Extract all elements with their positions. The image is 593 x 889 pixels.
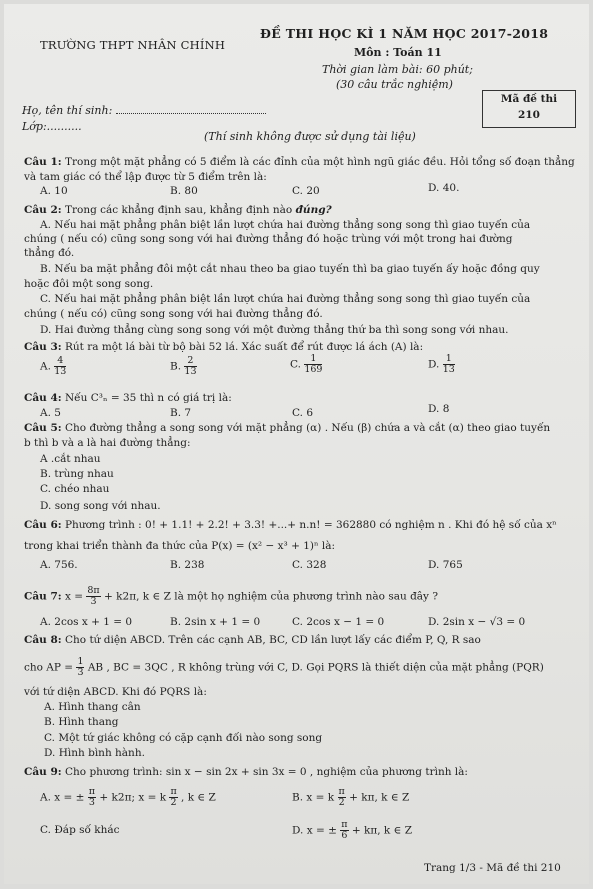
q1-option-c: C. 20	[292, 185, 320, 197]
q8-option-b: B. Hình thang	[44, 716, 119, 728]
q2-a-2: chúng ( nếu có) cũng song song với hai đường thẳng đó hoặc trùng với một trong hai đường	[24, 233, 513, 245]
q9-option-a	[40, 787, 216, 808]
q3-c-letter: C.	[290, 358, 301, 371]
q3-d-num: 1	[443, 354, 455, 365]
q5-text-1: Cho đường thẳng a song song với mặt phẳng (α) . Nếu (β) chứa a và cắt (α) theo giao tuyến	[64, 422, 551, 434]
exam-code-box	[482, 90, 576, 128]
q1-text-1: Trong một mặt phẳng có 5 điểm là các đỉnh của một hình ngũ giác đều. Hỏi tổng số đoạn thẳng	[64, 156, 575, 168]
q3-d-fraction	[443, 354, 455, 375]
q4-line	[24, 392, 232, 404]
q3-c-num: 1	[304, 354, 322, 365]
q3-a-letter: A.	[40, 360, 51, 373]
q9-a-den2: 2	[170, 797, 177, 808]
q9-d-post: + kπ, k ∈ Z	[351, 824, 413, 837]
q7-option-a: A. 2cos x + 1 = 0	[40, 616, 133, 628]
q9-d-pre: D. x = ±	[292, 824, 337, 837]
q5-option-d: D. song song với nhau.	[40, 500, 161, 512]
q7-fraction	[86, 586, 100, 607]
q1-line-2: và tam giác có thể lập được từ 5 điểm trên là:	[24, 171, 267, 183]
q7-num: 8π	[87, 585, 100, 596]
q9-option-b	[292, 787, 409, 808]
q4-option-b: B. 7	[170, 407, 192, 419]
exam-note: (Thí sinh không được sử dụng tài liệu)	[204, 130, 416, 143]
q9-option-c: C. Đáp số khác	[40, 824, 120, 836]
q3-option-d	[428, 354, 455, 375]
q6-option-c: C. 328	[292, 559, 327, 571]
q2-text: Trong các khẳng định sau, khẳng định nào	[64, 204, 293, 216]
q3-option-b	[170, 356, 197, 377]
q8-option-d: D. Hình bình hành.	[44, 747, 145, 759]
q3-d-letter: D.	[428, 358, 440, 371]
q5-line-1	[24, 422, 550, 434]
q1-line-1	[24, 156, 575, 168]
q3-text: Rút ra một lá bài từ bộ bài 52 lá. Xác suất để rút được lá ách (A) là:	[64, 341, 424, 353]
exam-code-value: 210	[518, 109, 540, 121]
q7-pre: x =	[64, 590, 87, 603]
q6-option-b: B. 238	[170, 559, 205, 571]
q3-a-den: 13	[54, 366, 67, 377]
q3-b-den: 13	[184, 366, 197, 377]
q7-option-b: B. 2sin x + 1 = 0	[170, 616, 261, 628]
q6-option-a: A. 756.	[40, 559, 78, 571]
q7-line	[24, 586, 438, 607]
q9-text: Cho phương trình: sin x − sin 2x + sin 3x = 0 , nghiệm của phương trình là:	[64, 766, 468, 778]
q8-option-c: C. Một tứ giác không có cặp cạnh đối nào song song	[44, 732, 323, 744]
q8-line-1	[24, 634, 481, 646]
q3-a-num: 4	[54, 356, 66, 367]
q3-line	[24, 341, 423, 353]
q5-line-2: b thì b và a là hai đường thẳng:	[24, 437, 191, 449]
q9-a-den: 3	[88, 797, 95, 808]
candidate-name-line	[116, 113, 266, 114]
q9-d-fraction	[340, 820, 348, 841]
class-label: Lớp:..........	[22, 120, 82, 133]
q9-b-fraction	[338, 787, 346, 808]
q3-b-num: 2	[184, 356, 196, 367]
q2-emphasis: đúng?	[295, 204, 332, 216]
q9-a-mid: + k2π; x = k	[99, 791, 167, 804]
exam-title: ĐỀ THI HỌC KÌ 1 NĂM HỌC 2017-2018	[260, 26, 549, 41]
candidate-name-text: Họ, tên thí sinh:	[22, 104, 113, 117]
q9-a-pre: A. x = ±	[40, 791, 85, 804]
q5-label: Câu 5:	[24, 422, 62, 434]
q9-option-d	[292, 820, 412, 841]
q6-line-2: trong khai triển thành đa thức của P(x) = (x² − x³ + 1)ⁿ là:	[24, 540, 336, 552]
q3-c-den: 169	[304, 364, 323, 375]
q1-option-a: A. 10	[40, 185, 68, 197]
q3-c-fraction	[304, 354, 322, 375]
q8-den: 3	[77, 667, 84, 678]
q8-num: 1	[77, 656, 84, 667]
q3-label: Câu 3:	[24, 341, 62, 353]
q6-line-1	[24, 519, 557, 531]
q8-pre: cho AP =	[24, 661, 77, 674]
q5-option-a: A .cắt nhau	[40, 453, 101, 465]
q6-text-1: Phương trình : 0! + 1.1! + 2.2! + 3.3! +...+ n.n! = 362880 có nghiệm n . Khi đó hệ số của xⁿ	[64, 519, 557, 531]
q3-b-letter: B.	[170, 360, 182, 373]
q4-option-c: C. 6	[292, 407, 314, 419]
q7-option-c: C. 2cos x − 1 = 0	[292, 616, 385, 628]
q9-d-num: π	[341, 819, 348, 830]
q2-line	[24, 204, 332, 216]
q3-option-a	[40, 356, 66, 377]
q4-option-d: D. 8	[428, 403, 450, 415]
q8-line-2	[24, 657, 544, 678]
q2-d-1: D. Hai đường thẳng cùng song song với một đường thẳng thứ ba thì song song với nhau.	[40, 324, 509, 336]
candidate-name-label	[22, 104, 266, 117]
q9-a-num2: π	[170, 786, 177, 797]
q5-option-c: C. chéo nhau	[40, 483, 110, 495]
q2-label: Câu 2:	[24, 204, 62, 216]
q3-b-fraction	[184, 356, 196, 377]
exam-code-label: Mã đề thi	[500, 93, 558, 105]
q7-option-d: D. 2sin x − √3 = 0	[428, 616, 526, 628]
q4-option-a: A. 5	[40, 407, 61, 419]
q3-option-c	[290, 354, 322, 375]
q9-a-fraction-2	[169, 787, 177, 808]
q7-label: Câu 7:	[24, 590, 62, 603]
q8-label: Câu 8:	[24, 634, 62, 646]
q4-text: Nếu C³ₙ = 35 thì n có giá trị là:	[64, 392, 232, 404]
q2-c-1: C. Nếu hai mặt phẳng phân biệt lần lượt chứa hai đường thẳng song song thì giao tuyến của	[40, 293, 531, 305]
q5-option-b: B. trùng nhau	[40, 468, 114, 480]
q9-a-post: , k ∈ Z	[181, 791, 216, 804]
page-footer: Trang 1/3 - Mã đề thi 210	[424, 862, 561, 874]
q2-b-1: B. Nếu ba mặt phẳng đôi một cắt nhau theo ba giao tuyến thì ba giao tuyến ấy hoặc đồng quy	[40, 263, 540, 275]
q8-option-a: A. Hình thang cân	[44, 701, 141, 713]
q1-option-d: D. 40.	[428, 182, 460, 194]
duration: Thời gian làm bài: 60 phút;	[322, 63, 473, 76]
q8-text-1: Cho tứ diện ABCD. Trên các cạnh AB, BC, CD lần lượt lấy các điểm P, Q, R sao	[64, 634, 481, 646]
subject: Môn : Toán 11	[354, 46, 442, 59]
question-count: (30 câu trắc nghiệm)	[336, 78, 453, 91]
q2-a-3: thẳng đó.	[24, 247, 75, 259]
exam-paper	[4, 4, 589, 884]
q3-a-fraction	[54, 356, 66, 377]
q7-den: 3	[90, 596, 97, 607]
q4-label: Câu 4:	[24, 392, 62, 404]
q9-b-post: + kπ, k ∈ Z	[349, 791, 410, 804]
q9-d-den: 6	[341, 830, 348, 841]
q9-b-pre: B. x = k	[292, 791, 335, 804]
q7-post: + k2π, k ∈ Z là một họ nghiệm của phương trình nào sau đây ?	[104, 590, 438, 603]
q9-a-fraction-1	[88, 787, 96, 808]
q1-option-b: B. 80	[170, 185, 198, 197]
q9-a-num: π	[88, 786, 96, 797]
q8-line-3: với tứ diện ABCD. Khi đó PQRS là:	[24, 686, 207, 698]
q3-d-den: 13	[442, 364, 455, 375]
q6-option-d: D. 765	[428, 559, 463, 571]
q9-label: Câu 9:	[24, 766, 62, 778]
q2-c-2: chúng ( nếu có) cũng song song với hai đường thẳng đó.	[24, 308, 323, 320]
q8-post: AB , BC = 3QC , R không trùng với C, D. Gọi PQRS là thiết diện của mặt phẳng (PQR)	[87, 661, 544, 674]
q9-b-den: 2	[338, 797, 345, 808]
q1-label: Câu 1:	[24, 156, 62, 168]
q2-a-1: A. Nếu hai mặt phẳng phân biệt lần lượt chứa hai đường thẳng song song thì giao tuyến của	[40, 219, 531, 231]
school-name: TRƯỜNG THPT NHÂN CHÍNH	[40, 38, 226, 52]
q9-b-num: π	[338, 786, 345, 797]
q9-line	[24, 766, 468, 778]
q2-b-2: hoặc đôi một song song.	[24, 278, 154, 290]
q8-fraction	[76, 657, 84, 678]
q6-label: Câu 6:	[24, 519, 62, 531]
